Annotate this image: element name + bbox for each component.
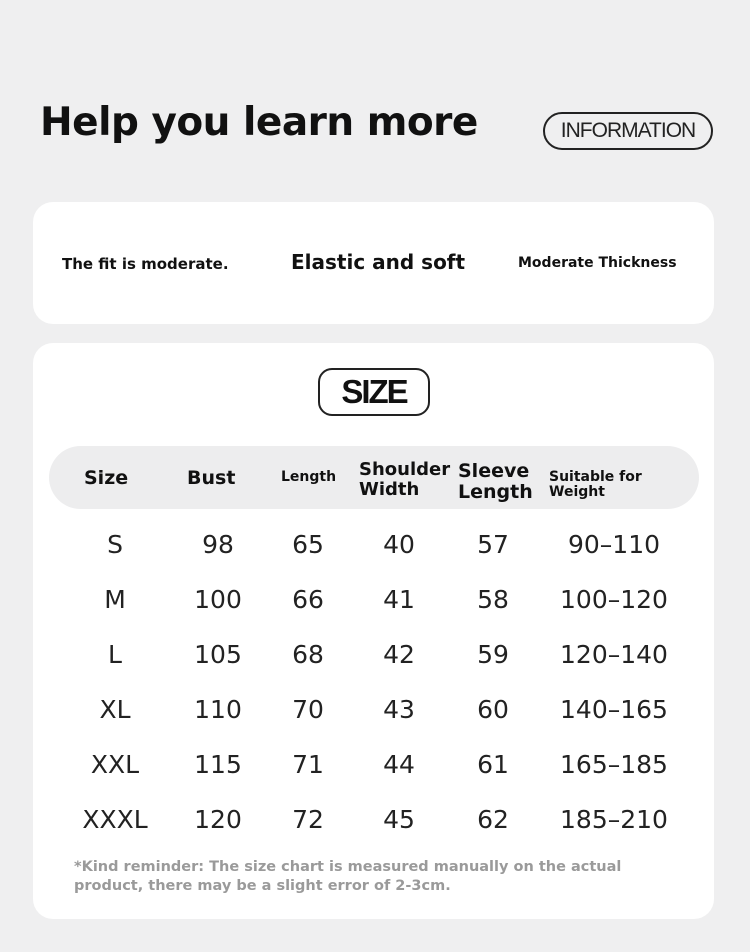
cell-shoulder: 43	[383, 695, 415, 724]
cell-size: M	[104, 585, 126, 614]
cell-weight: 90–110	[567, 530, 661, 559]
cell-size: S	[107, 530, 123, 559]
feature-thickness: Moderate Thickness	[518, 255, 677, 271]
cell-shoulder: 41	[383, 585, 415, 614]
cell-weight: 165–185	[560, 750, 668, 779]
cell-sleeve: 57	[477, 530, 509, 559]
table-row	[33, 750, 714, 790]
cell-shoulder: 45	[383, 805, 415, 834]
column-header-length: Length	[281, 469, 337, 485]
cell-sleeve: 62	[477, 805, 509, 834]
column-header-sleeve-length: Sleeve Length	[458, 460, 533, 503]
cell-bust: 105	[194, 640, 242, 669]
table-row	[33, 640, 714, 680]
table-header	[49, 446, 699, 509]
cell-bust: 120	[194, 805, 242, 834]
table-row	[33, 695, 714, 735]
size-chart-card	[33, 343, 714, 919]
cell-length: 72	[292, 805, 324, 834]
features-card	[33, 202, 714, 324]
cell-shoulder: 42	[383, 640, 415, 669]
cell-bust: 115	[194, 750, 242, 779]
cell-size: XXXL	[82, 805, 148, 834]
cell-sleeve: 61	[477, 750, 509, 779]
size-chart-note: *Kind reminder: The size chart is measured manually on the actual product, there may be a slight error of 2-3cm.	[74, 859, 622, 894]
cell-weight: 185–210	[560, 805, 668, 834]
cell-bust: 98	[202, 530, 234, 559]
column-header-size: Size	[84, 467, 129, 489]
cell-bust: 110	[194, 695, 242, 724]
cell-length: 66	[292, 585, 324, 614]
cell-sleeve: 58	[477, 585, 509, 614]
cell-length: 70	[292, 695, 324, 724]
column-header-weight: Suitable for Weight	[549, 469, 642, 501]
cell-shoulder: 44	[383, 750, 415, 779]
page-title: Help you learn more	[40, 100, 478, 145]
cell-weight: 140–165	[560, 695, 668, 724]
cell-sleeve: 59	[477, 640, 509, 669]
cell-weight: 120–140	[560, 640, 668, 669]
table-row	[33, 585, 714, 625]
table-row	[33, 805, 714, 845]
cell-size: L	[108, 640, 122, 669]
cell-bust: 100	[194, 585, 242, 614]
cell-length: 71	[292, 750, 324, 779]
feature-elasticity: Elastic and soft	[291, 250, 466, 274]
information-badge: INFORMATION	[543, 112, 713, 150]
cell-length: 65	[292, 530, 324, 559]
cell-weight: 100–120	[560, 585, 668, 614]
cell-length: 68	[292, 640, 324, 669]
size-badge: SIZE	[318, 368, 430, 416]
cell-size: XL	[99, 695, 131, 724]
column-header-bust: Bust	[187, 467, 236, 489]
cell-shoulder: 40	[383, 530, 415, 559]
feature-fit: The fit is moderate.	[62, 255, 229, 273]
cell-sleeve: 60	[477, 695, 509, 724]
column-header-shoulder-width: Shoulder Width	[359, 459, 451, 500]
table-row	[33, 530, 714, 570]
cell-size: XXL	[90, 750, 140, 779]
